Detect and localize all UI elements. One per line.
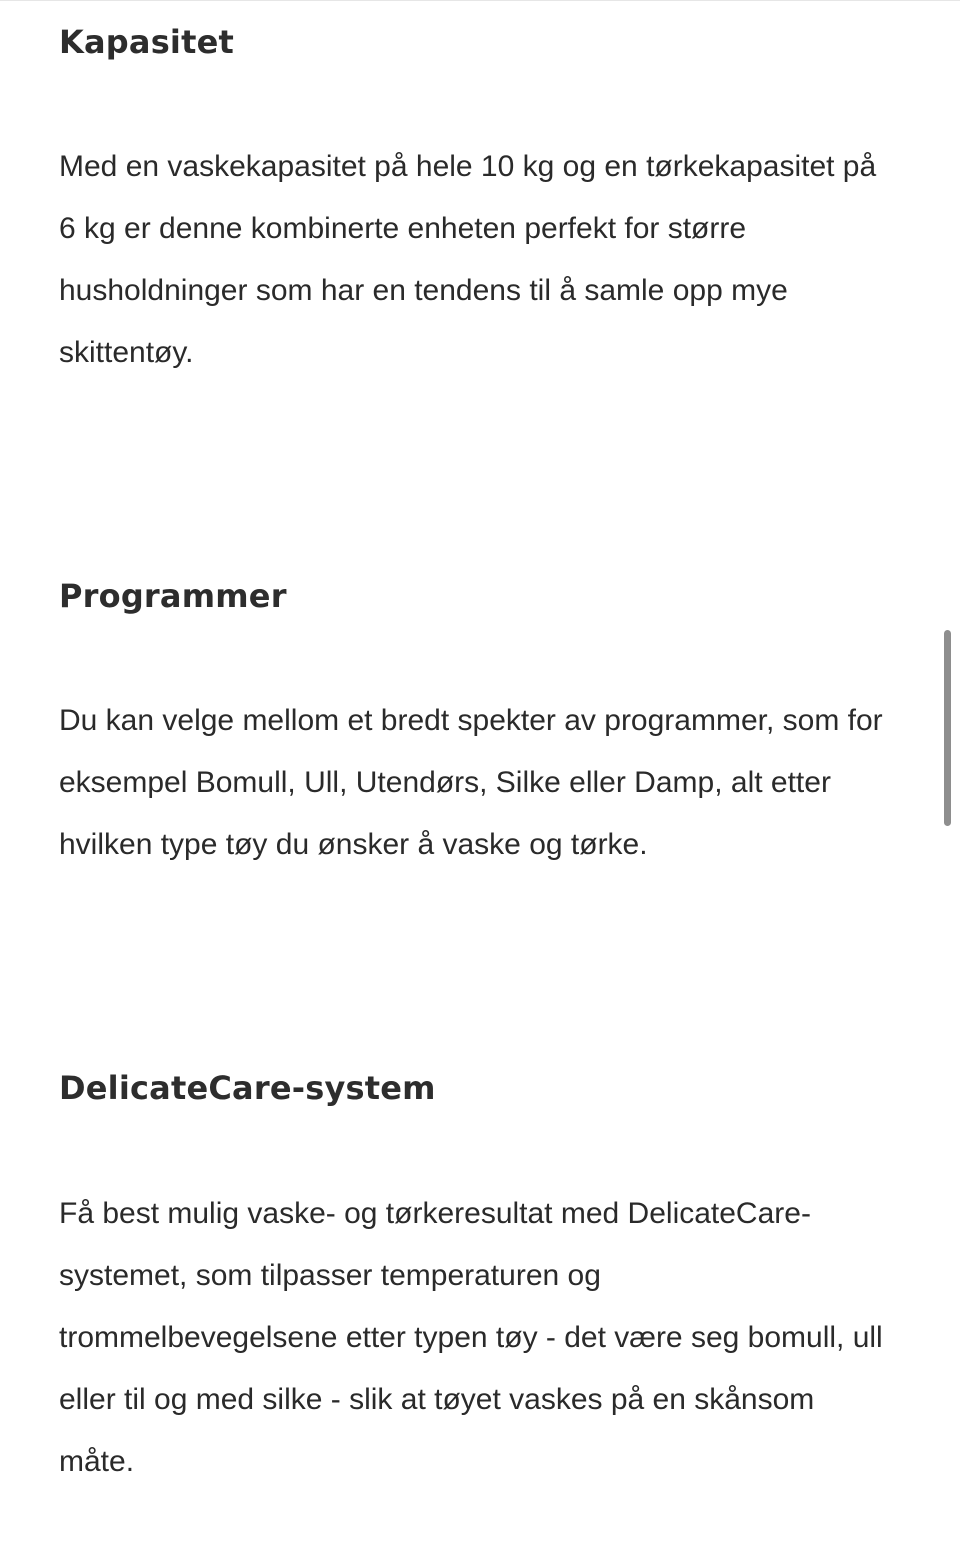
text-line: eller til og med silke - slik at tøyet vaskes på en skånsom: [59, 1383, 815, 1416]
section-body: [59, 136, 909, 384]
section-heading: Programmer: [59, 577, 287, 615]
text-line: systemet, som tilpasser temperaturen og: [59, 1259, 601, 1292]
top-divider: [0, 0, 960, 1]
text-line: måte.: [59, 1445, 135, 1478]
text-line: husholdninger som har en tendens til å samle opp mye: [59, 274, 788, 307]
text-line: Med en vaskekapasitet på hele 10 kg og en tørkekapasitet på: [59, 150, 877, 183]
section-body: [59, 690, 909, 876]
section-heading: Kapasitet: [59, 23, 235, 61]
text-line: hvilken type tøy du ønsker å vaske og tørke.: [59, 828, 648, 861]
text-line: 6 kg er denne kombinerte enheten perfekt for større: [59, 212, 747, 245]
scrollbar-thumb[interactable]: [944, 630, 951, 826]
text-line: Du kan velge mellom et bredt spekter av programmer, som for: [59, 704, 883, 737]
text-line: eksempel Bomull, Ull, Utendørs, Silke eller Damp, alt etter: [59, 766, 831, 799]
section-body: [59, 1183, 909, 1493]
text-line: Få best mulig vaske- og tørkeresultat med DelicateCare-: [59, 1197, 811, 1230]
text-line: trommelbevegelsene etter typen tøy - det være seg bomull, ull: [59, 1321, 883, 1354]
text-line: skittentøy.: [59, 336, 194, 369]
section-heading: DelicateCare-system: [59, 1069, 436, 1107]
